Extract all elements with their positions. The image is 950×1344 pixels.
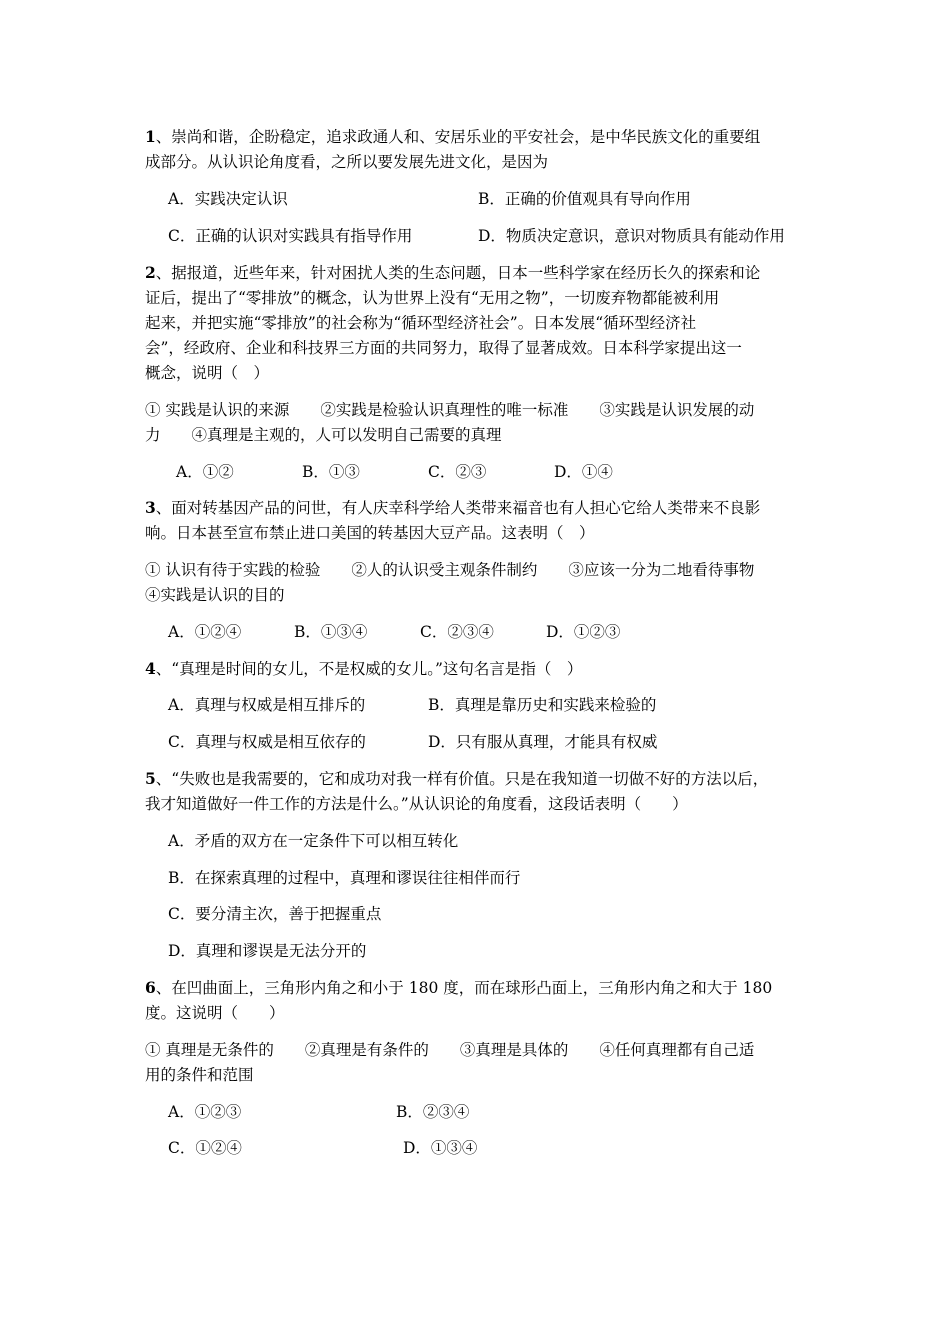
question-4-option-d: D．只有服从真理，才能具有权威 bbox=[428, 733, 658, 751]
question-3-statement-2: ④实践是认识的目的 bbox=[145, 586, 285, 604]
question-2-line-5: 概念，说明（ ） bbox=[145, 364, 270, 382]
question-5-line-1: 5、“失败也是我需要的，它和成功对我一样有价值。只是在我知道一切做不好的方法以后， bbox=[145, 769, 769, 788]
question-2-option-a: A．①② bbox=[176, 463, 234, 481]
question-1-number: 1 bbox=[145, 127, 156, 146]
question-2-number: 2 bbox=[145, 263, 156, 282]
question-1-line-1: 1、崇尚和谐，企盼稳定，追求政通人和、安居乐业的平安社会，是中华民族文化的重要组 bbox=[145, 127, 761, 146]
question-6-line-1: 6、在凹曲面上，三角形内角之和小于 180 度，而在球形凸面上，三角形内角之和大于 180 bbox=[145, 978, 773, 997]
question-4-option-c: C．真理与权威是相互依存的 bbox=[168, 733, 366, 751]
question-5-number: 5 bbox=[145, 769, 156, 788]
question-5-option-d: D．真理和谬误是无法分开的 bbox=[168, 942, 367, 960]
question-3-number: 3 bbox=[145, 498, 156, 517]
question-6-line-2: 度。这说明（ ） bbox=[145, 1004, 285, 1022]
question-6-option-d: D．①③④ bbox=[403, 1139, 478, 1157]
question-6-option-b: B．②③④ bbox=[396, 1103, 470, 1121]
question-6-option-a: A．①②③ bbox=[168, 1103, 242, 1121]
question-2-line-4: 会”，经政府、企业和科技界三方面的共同努力，取得了显著成效。日本科学家提出这一 bbox=[145, 339, 742, 357]
question-3-option-a: A．①②④ bbox=[168, 623, 242, 641]
question-4-line-1: 4、“真理是时间的女儿，不是权威的女儿。”这句名言是指（ ） bbox=[145, 659, 583, 678]
question-6-statement-1: ① 真理是无条件的 ②真理是有条件的 ③真理是具体的 ④任何真理都有自己适 bbox=[145, 1041, 755, 1059]
question-4-option-b: B．真理是靠历史和实践来检验的 bbox=[428, 696, 657, 714]
question-6-statement-2: 用的条件和范围 bbox=[145, 1066, 254, 1084]
question-3-option-b: B．①③④ bbox=[294, 623, 368, 641]
question-5-line-2: 我才知道做好一件工作的方法是什么。”从认识论的角度看，这段话表明（ ） bbox=[145, 795, 688, 813]
question-2-option-d: D．①④ bbox=[554, 463, 613, 481]
question-3-line-2: 响。日本甚至宣布禁止进口美国的转基因大豆产品。这表明（ ） bbox=[145, 524, 595, 542]
question-3-option-d: D．①②③ bbox=[546, 623, 621, 641]
question-3-line-1: 3、面对转基因产品的问世，有人庆幸科学给人类带来福音也有人担心它给人类带来不良影 bbox=[145, 498, 761, 517]
question-4-number: 4 bbox=[145, 659, 156, 678]
question-1-option-d: D．物质决定意识，意识对物质具有能动作用 bbox=[478, 227, 785, 245]
question-3-option-c: C．②③④ bbox=[420, 623, 494, 641]
question-5-option-c: C．要分清主次，善于把握重点 bbox=[168, 905, 382, 923]
question-5-option-b: B．在探索真理的过程中，真理和谬误往往相伴而行 bbox=[168, 869, 521, 887]
question-4-option-a: A．真理与权威是相互排斥的 bbox=[168, 696, 366, 714]
question-6-number: 6 bbox=[145, 978, 156, 997]
question-6-option-c: C．①②④ bbox=[168, 1139, 242, 1157]
question-2-statement-2: 力 ④真理是主观的，人可以发明自己需要的真理 bbox=[145, 426, 502, 444]
question-1-line-2: 成部分。从认识论角度看，之所以要发展先进文化，是因为 bbox=[145, 153, 549, 171]
question-2-option-b: B．①③ bbox=[302, 463, 360, 481]
question-2-option-c: C．②③ bbox=[428, 463, 487, 481]
question-1-option-c: C．正确的认识对实践具有指导作用 bbox=[168, 227, 413, 245]
question-3-statement-1: ① 认识有待于实践的检验 ②人的认识受主观条件制约 ③应该一分为二地看待事物 bbox=[145, 561, 755, 579]
question-2-statement-1: ① 实践是认识的来源 ②实践是检验认识真理性的唯一标准 ③实践是认识发展的动 bbox=[145, 401, 755, 419]
question-2-line-1: 2、据报道，近些年来，针对困扰人类的生态问题，日本一些科学家在经历长久的探索和论 bbox=[145, 263, 761, 282]
question-5-option-a: A．矛盾的双方在一定条件下可以相互转化 bbox=[168, 832, 459, 850]
question-1-option-a: A．实践决定认识 bbox=[168, 190, 288, 208]
question-2-line-3: 起来，并把实施“零排放”的社会称为“循环型经济社会”。日本发展“循环型经济社 bbox=[145, 314, 697, 332]
question-2-line-2: 证后，提出了“零排放”的概念，认为世界上没有“无用之物”，一切废弃物都能被利用 bbox=[145, 289, 720, 307]
question-1-option-b: B．正确的价值观具有导向作用 bbox=[478, 190, 691, 208]
